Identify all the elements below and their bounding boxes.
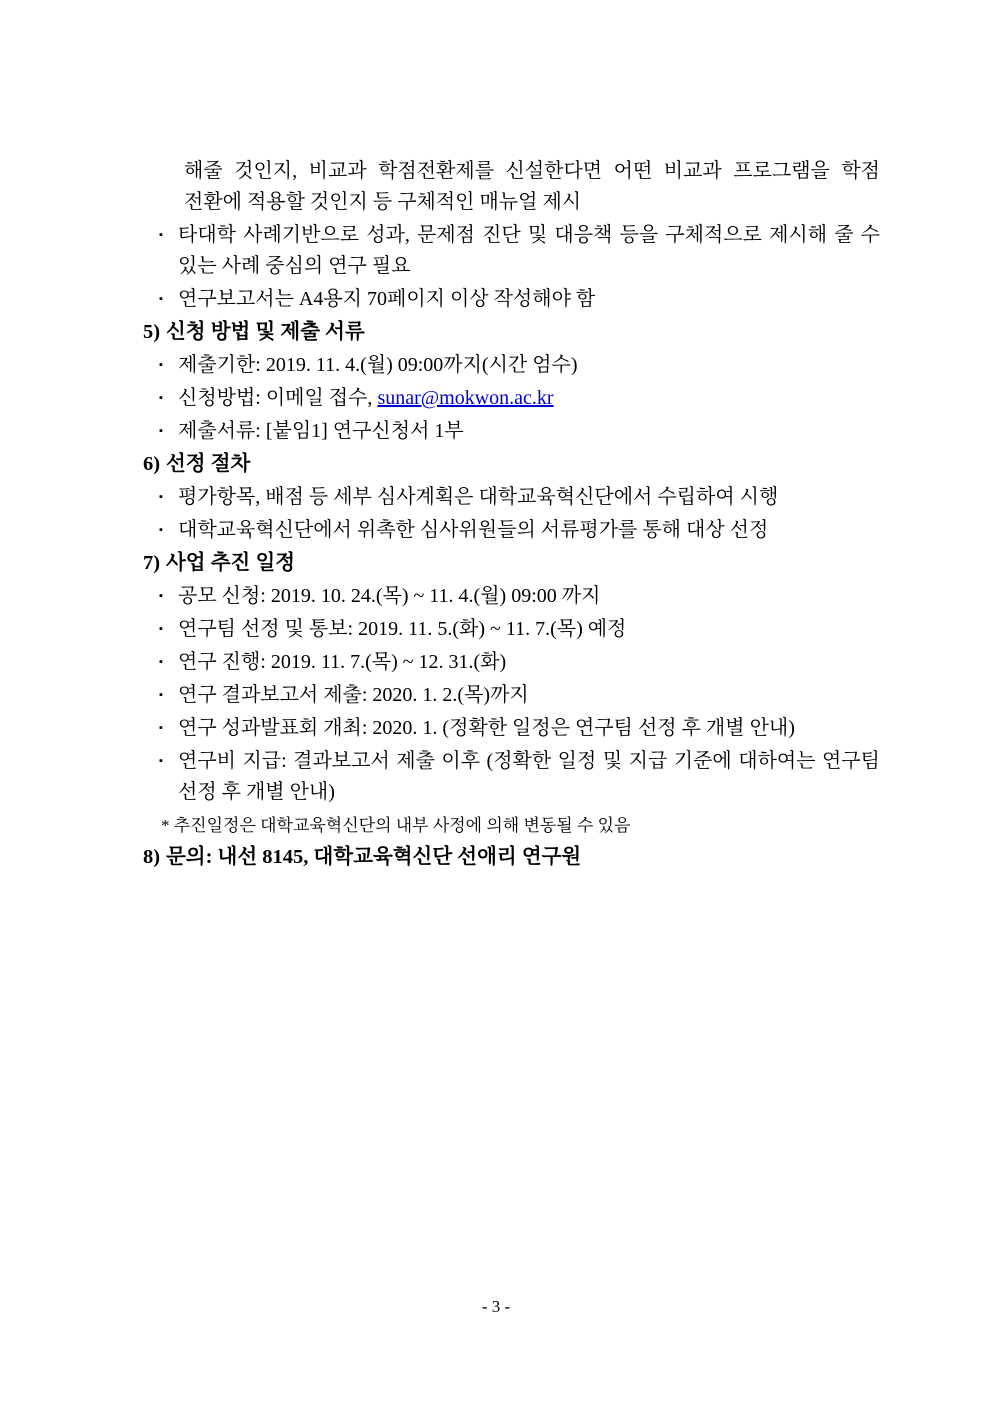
list-item-text: 연구 결과보고서 제출: 2020. 1. 2.(목)까지 bbox=[178, 684, 529, 706]
list-item-text: 타대학 사례기반으로 성과, 문제점 진단 및 대응책 등을 구체적으로 제시해 줄 수 있는 사례 중심의 연구 필요 bbox=[178, 224, 880, 277]
bullet-square-icon: ▪ bbox=[159, 623, 163, 635]
list-item bbox=[143, 581, 880, 612]
email-link[interactable]: sunar@mokwon.ac.kr bbox=[377, 387, 554, 409]
bullet-square-icon: ▪ bbox=[159, 524, 163, 536]
list-item bbox=[143, 647, 880, 678]
list-item bbox=[143, 746, 880, 808]
bullet-square-icon: ▪ bbox=[159, 689, 163, 701]
list-item-text: 연구팀 선정 및 통보: 2019. 11. 5.(화) ~ 11. 7.(목) 예정 bbox=[178, 618, 627, 640]
section-title: 사업 추진 일정 bbox=[166, 552, 296, 574]
bullet-square-icon: ▪ bbox=[159, 359, 163, 371]
section-number: 5) bbox=[143, 321, 161, 343]
section-number: 7) bbox=[143, 552, 161, 574]
list-item bbox=[143, 482, 880, 513]
list-item bbox=[143, 515, 880, 546]
page-number: - 3 - bbox=[481, 1297, 511, 1316]
section-heading-5 bbox=[143, 317, 880, 348]
bullet-square-icon: ▪ bbox=[159, 656, 163, 668]
list-item bbox=[143, 220, 880, 282]
list-item-text: 제출서류: [붙임1] 연구신청서 1부 bbox=[178, 420, 464, 442]
list-item-text: 제출기한: 2019. 11. 4.(월) 09:00까지(시간 엄수) bbox=[178, 354, 578, 376]
section-number: 8) bbox=[143, 846, 161, 868]
list-item-text bbox=[178, 383, 880, 414]
list-item bbox=[143, 284, 880, 315]
schedule-change-note: * 추진일정은 대학교육혁신단의 내부 사정에 의해 변동될 수 있음 bbox=[161, 816, 631, 835]
bullet-square-icon: ▪ bbox=[159, 755, 163, 767]
bullet-square-icon: ▪ bbox=[159, 722, 163, 734]
list-item-text: 연구 성과발표회 개최: 2020. 1. (정확한 일정은 연구팀 선정 후 개별 안내) bbox=[178, 717, 795, 739]
list-item bbox=[143, 416, 880, 447]
list-item bbox=[143, 383, 880, 414]
application-method-text: 신청방법: 이메일 접수, bbox=[178, 387, 378, 409]
bullet-square-icon: ▪ bbox=[159, 293, 163, 305]
list-item bbox=[143, 680, 880, 711]
list-item bbox=[143, 350, 880, 381]
bullet-square-icon: ▪ bbox=[159, 425, 163, 437]
list-item-text: 평가항목, 배점 등 세부 심사계획은 대학교육혁신단에서 수립하여 시행 bbox=[178, 486, 779, 508]
list-item-text: 공모 신청: 2019. 10. 24.(목) ~ 11. 4.(월) 09:00 까지 bbox=[178, 585, 601, 607]
list-item-text: 연구비 지급: 결과보고서 제출 이후 (정확한 일정 및 지급 기준에 대하여는 연구팀 선정 후 개별 안내) bbox=[178, 750, 880, 803]
list-item-text: 연구보고서는 A4용지 70페이지 이상 작성해야 함 bbox=[178, 288, 596, 310]
list-item-text: 연구 진행: 2019. 11. 7.(목) ~ 12. 31.(화) bbox=[178, 651, 507, 673]
bullet-square-icon: ▪ bbox=[159, 229, 163, 241]
section-title: 신청 방법 및 제출 서류 bbox=[166, 321, 365, 343]
continuation-paragraph: 해줄 것인지, 비교과 학점전환제를 신설한다면 어떤 비교과 프로그램을 학점 전환에 적용할 것인지 등 구체적인 매뉴얼 제시 bbox=[184, 160, 880, 213]
section-heading-8 bbox=[143, 842, 880, 873]
bullet-square-icon: ▪ bbox=[159, 392, 163, 404]
section-number: 6) bbox=[143, 453, 161, 475]
list-item bbox=[143, 614, 880, 645]
document-body bbox=[143, 156, 880, 873]
section-heading-6 bbox=[143, 449, 880, 480]
section-heading-7 bbox=[143, 548, 880, 579]
bullet-square-icon: ▪ bbox=[159, 491, 163, 503]
bullet-square-icon: ▪ bbox=[159, 590, 163, 602]
list-item bbox=[143, 713, 880, 744]
list-item-text: 대학교육혁신단에서 위촉한 심사위원들의 서류평가를 통해 대상 선정 bbox=[178, 519, 769, 541]
section-title: 선정 절차 bbox=[166, 453, 251, 475]
section-title: 문의: 내선 8145, 대학교육혁신단 선애리 연구원 bbox=[166, 846, 582, 868]
